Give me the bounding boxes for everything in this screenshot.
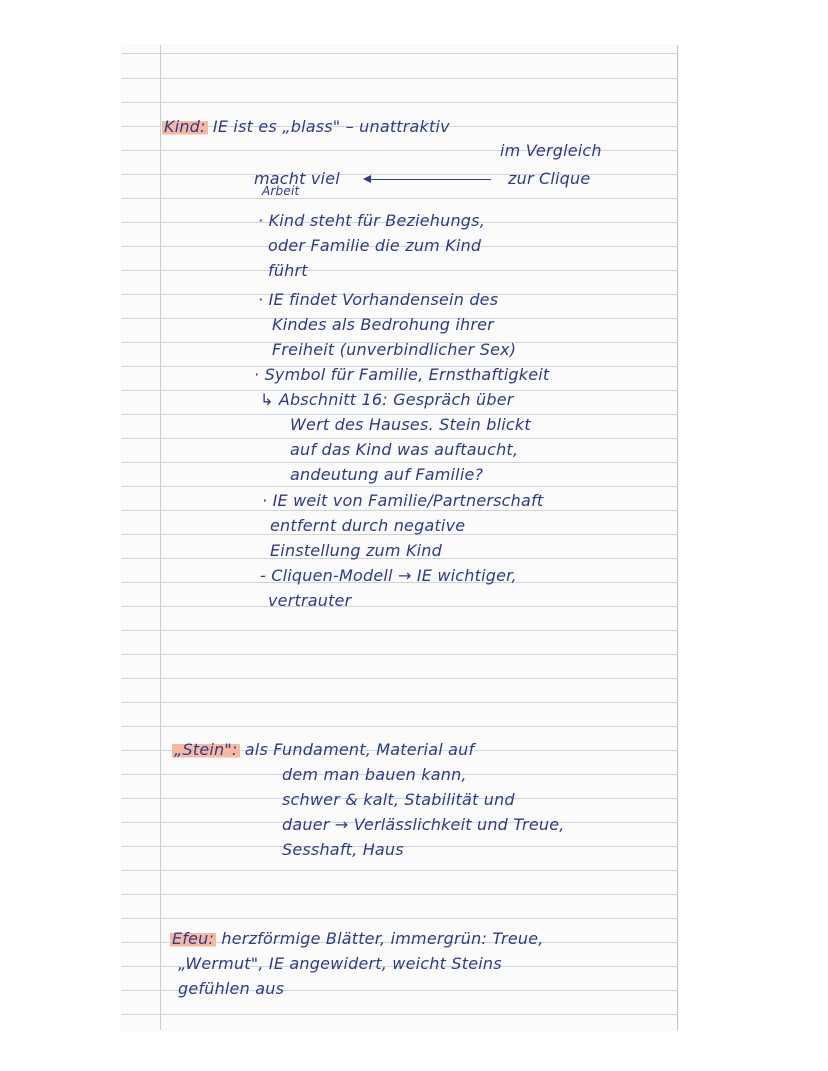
- kind-bullet-line: vertrauter: [268, 591, 352, 610]
- kind-bullet-line: · Kind steht für Beziehungs,: [258, 211, 485, 230]
- kind-bullet-line: führt: [268, 261, 308, 280]
- kind-line-1: IE ist es „blass" – unattraktiv: [212, 117, 450, 136]
- stein-line: schwer & kalt, Stabilität und: [282, 790, 515, 809]
- margin-line: [160, 45, 161, 1030]
- stein-heading-line: [172, 740, 474, 760]
- kind-bullet-line: Wert des Hauses. Stein blickt: [290, 415, 531, 434]
- stein-line: Sesshaft, Haus: [282, 840, 404, 859]
- kind-bullet-line: andeutung auf Familie?: [290, 465, 484, 484]
- efeu-line-2: „Wermut", IE angewidert, weicht Steins: [178, 954, 502, 973]
- stein-heading: „Stein":: [174, 740, 238, 759]
- kind-bullet-line: auf das Kind was auftaucht,: [290, 440, 519, 459]
- kind-bullet-line: - Cliquen-Modell → IE wichtiger,: [260, 566, 517, 585]
- kind-line-3-under: Arbeit: [262, 184, 300, 198]
- kind-bullet-line: ↳ Abschnitt 16: Gespräch über: [260, 390, 514, 409]
- kind-bullet-line: oder Familie die zum Kind: [268, 236, 482, 255]
- arrow-left-icon: [363, 175, 371, 183]
- kind-heading: Kind:: [164, 117, 206, 136]
- efeu-heading-line: [170, 929, 544, 949]
- efeu-heading: Efeu:: [172, 929, 215, 948]
- kind-bullet-line: Kindes als Bedrohung ihrer: [272, 315, 494, 334]
- kind-line-3-right: zur Clique: [508, 169, 591, 188]
- arrow-left-line: [371, 179, 491, 180]
- notebook-page: [122, 45, 678, 1030]
- stein-line: dauer → Verlässlichkeit und Treue,: [282, 815, 565, 834]
- stein-line-1: als Fundament, Material auf: [244, 740, 475, 759]
- kind-bullet-line: entfernt durch negative: [270, 516, 466, 535]
- kind-bullet-line: · IE weit von Familie/Partnerschaft: [262, 491, 544, 510]
- kind-heading-line: [162, 117, 450, 137]
- kind-bullet-line: Einstellung zum Kind: [270, 541, 443, 560]
- kind-bullet-line: Freiheit (unverbindlicher Sex): [272, 340, 517, 359]
- efeu-line-1: herzförmige Blätter, immergrün: Treue,: [221, 929, 544, 948]
- kind-line-2: im Vergleich: [500, 141, 602, 160]
- kind-line-3-left: macht viel: [254, 169, 340, 188]
- stein-line: dem man bauen kann,: [282, 765, 467, 784]
- efeu-line-3: gefühlen aus: [178, 979, 285, 998]
- kind-bullet-line: · IE findet Vorhandensein des: [258, 290, 499, 309]
- kind-bullet-line: · Symbol für Familie, Ernsthaftigkeit: [254, 365, 550, 384]
- page-edge-line: [677, 45, 678, 1030]
